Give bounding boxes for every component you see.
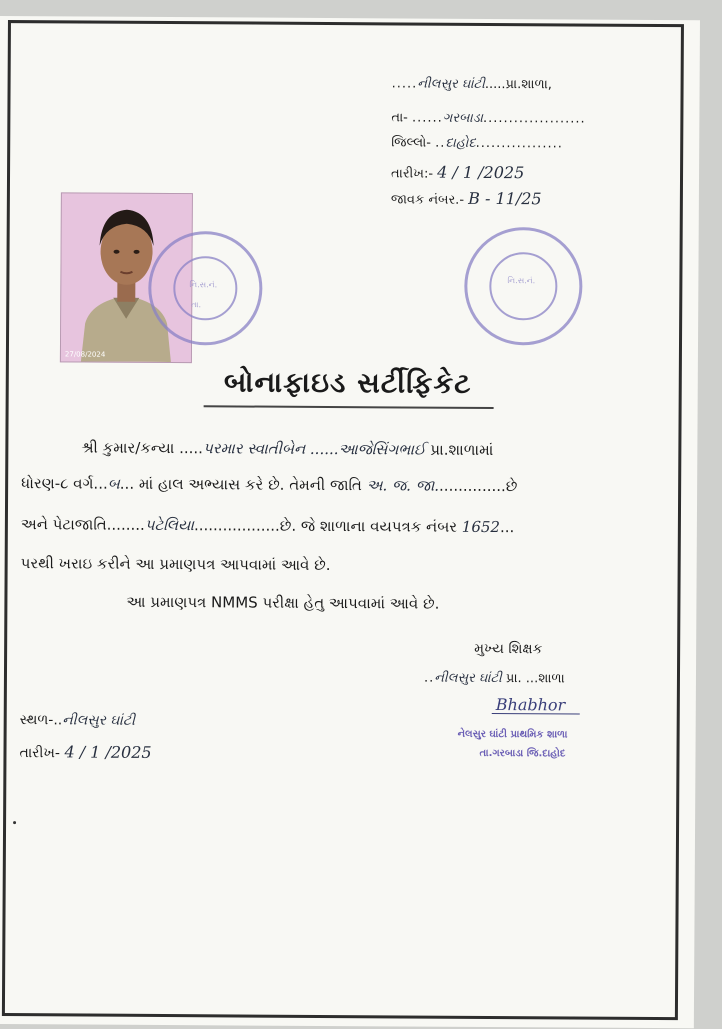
header-outward-line xyxy=(391,188,542,208)
footer-place-line xyxy=(20,712,135,729)
student-caste: અ. જ. જા. xyxy=(366,476,440,495)
student-name: પરમાર સ્વાતીબેન ......આજેસિંગભાઈ xyxy=(202,439,426,459)
body-line-4: પરથી ખરાઇ કરીને આ પ્રમાણપત્ર આપવામાં આવે છે. xyxy=(20,554,331,575)
header-date-label: તારીખ:- xyxy=(390,166,438,182)
head-teacher-signature: Bhabhor xyxy=(495,695,566,715)
footer-place-label: સ્થળ-.. xyxy=(19,712,63,729)
photo-date-text: 27/08/2024 xyxy=(64,350,106,359)
head-teacher-label: મુખ્ય શિક્ષક xyxy=(474,640,543,658)
right-stamp-text: નિ.સ.નં. xyxy=(507,276,536,286)
signature-stamp-line-2: તા.ગરબાડા જિ.દાહોદ xyxy=(479,747,566,760)
body-l3-suffix: ... xyxy=(499,518,515,537)
certificate-paper xyxy=(0,16,700,1028)
body-line-5: આ પ્રમાણપત્ર NMMS પરીક્ષા હેતુ આપવામાં આવે છે. xyxy=(126,592,440,613)
body-l2-prefix: ધોરણ-૮ વર્ગ... xyxy=(21,474,108,493)
certificate-title: બોનાફાઇડ સર્ટીફિકેટ xyxy=(223,365,472,400)
header-outward-value: B - 11/25 xyxy=(468,188,542,209)
header-date-value: 4 / 1 /2025 xyxy=(437,162,525,183)
stray-mark xyxy=(13,821,16,824)
left-stamp-text: નિ.સ.નં. xyxy=(189,280,218,290)
body-l2-suffix: ..............છે xyxy=(439,476,518,496)
header-date-line xyxy=(391,162,524,182)
left-stamp-dash: તા. xyxy=(191,300,202,310)
header-school-line: .....નીલસુર ઘાંટી.....પ્રા.શાળા, xyxy=(391,76,552,93)
header-district-value: દાહોદ xyxy=(445,135,476,151)
student-subcaste: પટેલિયા xyxy=(144,515,195,535)
body-l1-suffix: પ્રા.શાળામાં xyxy=(425,440,494,460)
left-school-stamp xyxy=(148,231,263,346)
body-l3-mid: ..................છે. જે શાળાના વયપત્રક નંબર xyxy=(193,516,462,536)
student-class: બ xyxy=(107,474,120,493)
footer-place-value: નીલસુર ઘાંટી xyxy=(62,712,136,729)
header-school-name: નીલસુર ઘાંટી xyxy=(417,76,485,92)
header-district-label: જિલ્લો- xyxy=(391,135,436,151)
signature-school-suffix: પ્રા. ...શાળા xyxy=(501,671,565,687)
signature-school-name: નીલસુર ઘાંટી xyxy=(434,670,502,687)
header-outward-label: જાવક નંબર.- xyxy=(390,192,469,208)
header-district-line: જિલ્લો- ..દાહોદ................. xyxy=(391,135,563,152)
signature-school-line: ..નીલસુર ઘાંટી પ્રા. ...શાળા xyxy=(423,670,565,687)
header-taluka-value: ગરબાડા xyxy=(442,110,484,126)
footer-date-value: 4 / 1 /2025 xyxy=(64,742,152,762)
body-l3-prefix: અને પેટાજાતિ........ xyxy=(20,515,145,534)
body-l2-mid: ... માં હાલ અભ્યાસ કરે છે. તેમની જાતિ xyxy=(119,474,367,495)
body-l1-prefix: શ્રી કુમાર/કન્યા ..... xyxy=(81,438,204,458)
header-taluka-line: તા- ......ગરબાડા.................... xyxy=(391,110,586,127)
register-number: 1652 xyxy=(461,517,501,537)
header-school-suffix: .....પ્રા.શાળા, xyxy=(484,76,552,93)
signature-stamp-line-1: નેલસુર ઘાંટી પ્રાથમિક શાળા xyxy=(457,728,568,741)
right-school-stamp xyxy=(464,227,583,346)
footer-date-line xyxy=(19,742,151,762)
footer-date-label: તારીખ- xyxy=(19,745,65,762)
header-taluka-label: તા- xyxy=(391,110,413,126)
